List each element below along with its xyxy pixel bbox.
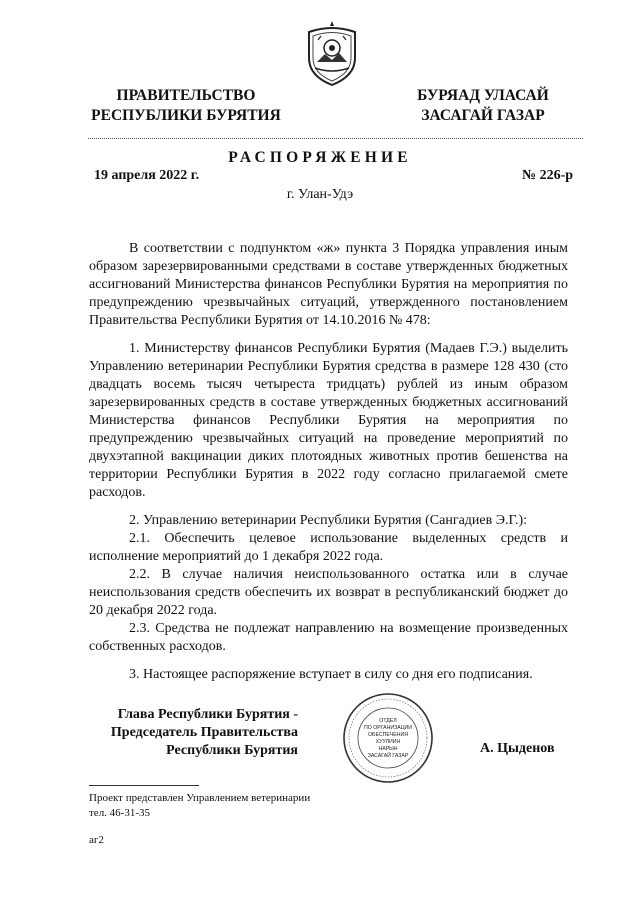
- svg-text:ЗАСАГАЙ ГАЗАР: ЗАСАГАЙ ГАЗАР: [367, 753, 409, 759]
- signer-position-line2: Председатель Правительства: [110, 725, 298, 740]
- signer-name: А. Цыденов: [480, 741, 555, 756]
- footer-note-line1: Проект представлен Управлением ветеринарии: [89, 792, 311, 804]
- svg-text:ХУУЛИИН: ХУУЛИИН: [375, 739, 401, 745]
- document-body: [89, 240, 568, 684]
- item-2-3: 2.3. Средства не подлежат направлению на возмещение произведенных собственных расходов.: [89, 621, 568, 654]
- svg-text:ОБЕСПЕЧЕНИЯ: ОБЕСПЕЧЕНИЯ: [368, 732, 408, 738]
- svg-text:ПО ОРГАНИЗАЦИИ: ПО ОРГАНИЗАЦИИ: [364, 725, 412, 731]
- official-stamp-icon: [342, 692, 434, 784]
- document-code: аг2: [89, 834, 104, 846]
- government-name-bua-line2: ЗАСАГАЙ ГАЗАР: [421, 107, 545, 124]
- government-name-bua-line1: БУРЯАД УЛАСАЙ: [417, 87, 549, 104]
- item-1: 1. Министерству финансов Республики Бурятия (Мадаев Г.Э.) выделить Управлению ветеринарии Республики Бурятия средства в размере 128 430 (сто двадцать восемь тысяч четыреста тридцать) рублей из иным образом зарезервированных средств в составе утвержденных бюджетных ассигнований Министерства финансов Республики Бурятия на мероприятия по предупреждению чрезвычайных ситуаций на проведение мероприятий по двухэтапной вакцинации диких плотоядных животных против бешенства на территории Республики Бурятия в 2022 году согласно прилагаемой смете расходов.: [89, 341, 568, 500]
- signer-position: [80, 706, 298, 760]
- republic-emblem-icon: [303, 18, 361, 88]
- svg-text:ОТДЕЛ: ОТДЕЛ: [379, 718, 397, 724]
- government-name-ru-line1: ПРАВИТЕЛЬСТВО: [116, 87, 256, 104]
- government-name-ru: [86, 86, 286, 126]
- item-2-1: 2.1. Обеспечить целевое использование выделенных средств и исполнение мероприятий до 1 декабря 2022 года.: [89, 531, 568, 564]
- footer-note: [89, 791, 310, 821]
- document-city: г. Улан-Удэ: [286, 187, 354, 202]
- item-3: 3. Настоящее распоряжение вступает в силу со дня его подписания.: [129, 667, 533, 682]
- document-title: РАСПОРЯЖЕНИЕ: [228, 149, 412, 166]
- government-name-ru-line2: РЕСПУБЛИКИ БУРЯТИЯ: [91, 107, 281, 124]
- document-number: № 226-р: [522, 168, 574, 183]
- signer-position-line3: Республики Бурятия: [166, 743, 298, 758]
- svg-text:НАРЫН: НАРЫН: [378, 746, 398, 752]
- item-2-2: 2.2. В случае наличия неиспользованного остатка или в случае неиспользования средств обеспечить их возврат в республиканский бюджет до 20 декабря 2022 года.: [89, 567, 568, 618]
- item-2: 2. Управлению ветеринарии Республики Бурятия (Сангадиев Э.Г.):: [129, 513, 528, 528]
- header-divider: [88, 138, 583, 139]
- footer-note-line2: тел. 46-31-35: [89, 807, 151, 819]
- document-date: 19 апреля 2022 г.: [94, 168, 200, 183]
- government-name-bua: [398, 86, 568, 126]
- intro-paragraph: В соответствии с подпунктом «ж» пункта 3 Порядка управления иным образом зарезервированными средствами в составе утвержденных бюджетных ассигнований Министерства финансов Республики Бурятия на мероприятия по предупреждению чрезвычайных ситуаций, утвержденного постановлением Правительства Республики Бурятия от 14.10.2016 № 478:: [89, 241, 568, 328]
- signer-position-line1: Глава Республики Бурятия -: [117, 707, 298, 722]
- footer-divider: [89, 785, 199, 786]
